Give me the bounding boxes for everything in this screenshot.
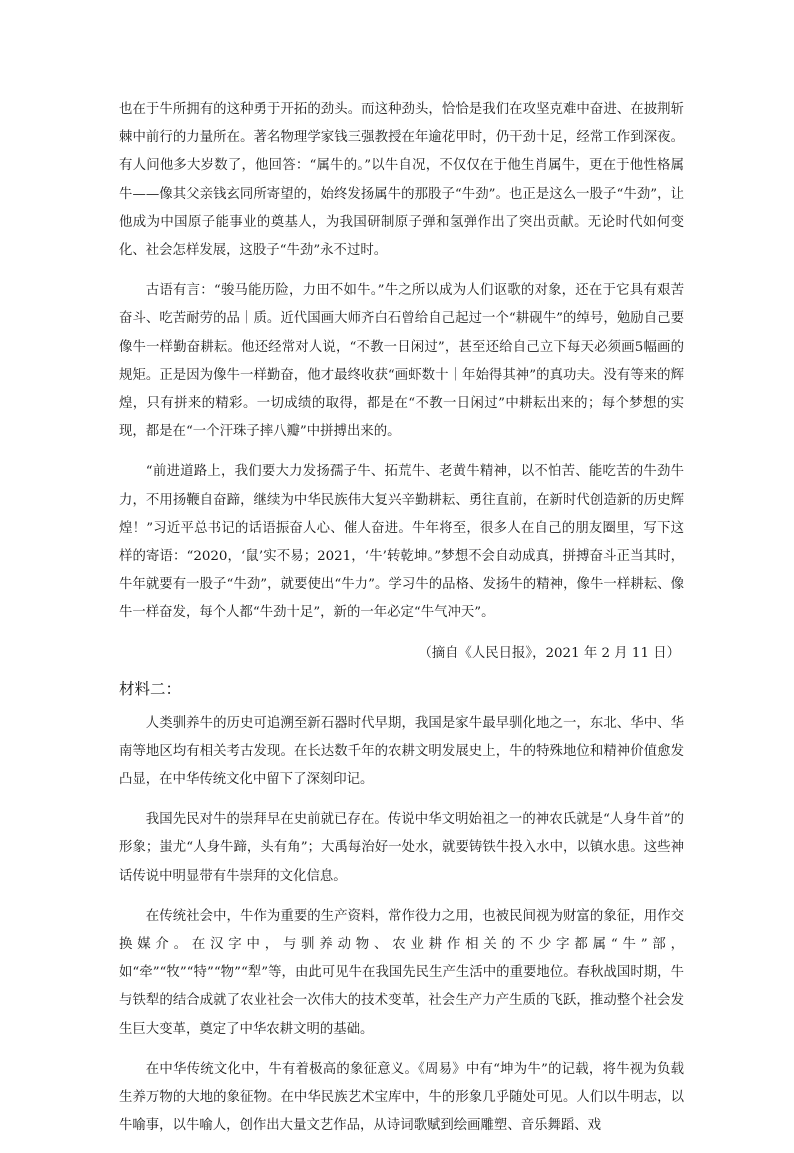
material1-source-citation: （摘自《人民日报》，2021 年 2 月 11 日） <box>418 645 680 661</box>
document-body <box>119 96 684 1153</box>
material2-paragraph-1: 人类驯养牛的历史可追溯至新石器时代早期，我国是家牛最早驯化地之一，东北、华中、华南等地区均有相关考古发现。在长达数千年的农耕文明发展史上，牛的特殊地位和精神价值愈发凸显，在中华传统文化中留下了深刻印记。 <box>119 715 684 788</box>
material1-paragraph-3: “前进道路上，我们要大力发扬孺子牛、拓荒牛、老黄牛精神，以不怕苦、能吃苦的牛劲牛力，不用扬鞭自奋蹄，继续为中华民族伟大复兴辛勤耕耘、勇往直前，在新时代创造新的历史辉煌！”习近平总书记的话语振奋人心、催人奋进。牛年将至，很多人在自己的朋友圈里，写下这样的寄语：“2020，‘鼠’实不易；2021，‘牛’转乾坤。”梦想不会自动成真，拼搏奋斗正当其时，牛年就要有一股子“牛劲”，就要使出“牛力”。学习牛的品格、发扬牛的精神，像牛一样耕耘、像牛一样奋发，每个人都“牛劲十足”，新的一年必定“牛气冲天”。 <box>119 464 684 621</box>
material1-paragraph-1: 也在于牛所拥有的这种勇于开拓的劲头。而这种劲头，恰恰是我们在攻坚克难中奋进、在披荆斩棘中前行的力量所在。著名物理学家钱三强教授在年逾花甲时，仍干劲十足，经常工作到深夜。有人问他多大岁数了，他回答：“属牛的。”以牛自况，不仅仅在于他生肖属牛，更在于他性格属牛——像其父亲钱玄同所寄望的，始终发扬属牛的那股子“牛劲”。也正是这么一股子“牛劲”，让他成为中国原子能事业的奠基人，为我国研制原子弹和氢弹作出了突出贡献。无论时代如何变化、社会怎样发展，这股子“牛劲”永不过时。 <box>119 102 684 259</box>
material2-paragraph-2: 我国先民对牛的崇拜早在史前就已存在。传说中华文明始祖之一的神农氏就是“人身牛首”的形象；蚩尤“人身牛蹄，头有角”；大禹每治好一处水，就要铸铁牛投入水中，以镇水患。这些神话传说中明显带有牛崇拜的文化信息。 <box>119 812 684 884</box>
material2-paragraph-3: 在传统社会中，牛作为重要的生产资料，常作役力之用，也被民间视为财富的象征，用作交换媒介。在汉字中，与驯养动物、农业耕作相关的不少字都属“牛”部，如“牵”“牧”“特”“物”“犁”等，由此可见牛在我国先民生产生活中的重要地位。春秋战国时期，牛与铁犁的结合成就了农业社会一次伟大的技术变革，社会生产力产生质的飞跃，推动整个社会发生巨大变革，奠定了中华农耕文明的基础。 <box>119 908 684 1037</box>
material1-paragraph-2: 古语有言：“骏马能历险，力田不如牛。”牛之所以成为人们讴歌的对象，还在于它具有艰苦奋斗、吃苦耐劳的品｜质。近代国画大师齐白石曾给自己起过一个“耕砚牛”的绰号，勉励自己要像牛一样勤奋耕耘。他还经常对人说，“不教一日闲过”，甚至还给自己立下每天必须画5幅画的规矩。正是因为像牛一样勤奋，他才最终收获“画虾数十｜年始得其神”的真功夫。没有等来的辉煌，只有拼来的精彩。一切成绩的取得，都是在“不教一日闲过”中耕耘出来的；每个梦想的实现，都是在“一个汗珠子摔八瓣”中拼搏出来的。 <box>119 283 684 440</box>
material2-heading: 材料二： <box>119 679 182 698</box>
material2-paragraph-4: 在中华传统文化中，牛有着极高的象征意义。《周易》中有“坤为牛”的记载，将牛视为负载生养万物的大地的象征物。在中华民族艺术宝库中，牛的形象几乎随处可见。人们以牛明志，以牛喻事，以牛喻人，创作出大量文艺作品，从诗词歌赋到绘画雕塑、音乐舞蹈、戏 <box>119 1061 684 1134</box>
